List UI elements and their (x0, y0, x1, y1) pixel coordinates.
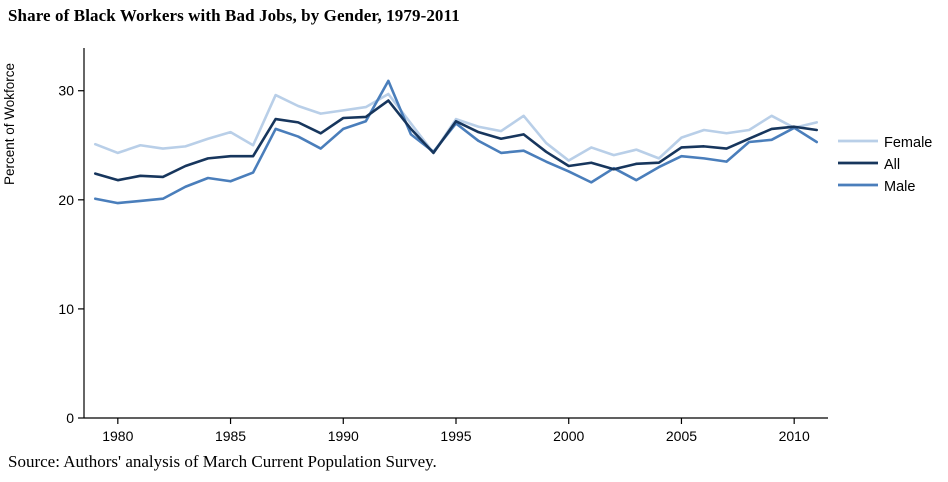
chart-plot-area (0, 30, 948, 445)
svg-text:2010: 2010 (778, 428, 810, 444)
svg-text:1990: 1990 (327, 428, 359, 444)
series-line-female (95, 94, 816, 161)
svg-text:1995: 1995 (440, 428, 472, 444)
source-note: Source: Authors' analysis of March Current Population Survey. (8, 452, 437, 471)
svg-text:1980: 1980 (102, 428, 134, 444)
svg-text:2000: 2000 (553, 428, 585, 444)
svg-text:2005: 2005 (665, 428, 698, 444)
svg-text:0: 0 (66, 410, 74, 426)
legend-item-all: All (884, 157, 901, 173)
y-axis-label: Percent of Wokforce (2, 62, 17, 185)
series-line-male (95, 81, 816, 203)
legend-item-female: Female (884, 135, 933, 151)
page-title: Share of Black Workers with Bad Jobs, by Gender, 1979-2011 (8, 6, 460, 25)
svg-text:10: 10 (58, 300, 74, 317)
svg-text:30: 30 (58, 82, 74, 99)
legend-item-male: Male (884, 179, 916, 195)
svg-text:1985: 1985 (214, 428, 247, 444)
chart-svg (0, 30, 948, 445)
svg-text:20: 20 (58, 191, 74, 208)
